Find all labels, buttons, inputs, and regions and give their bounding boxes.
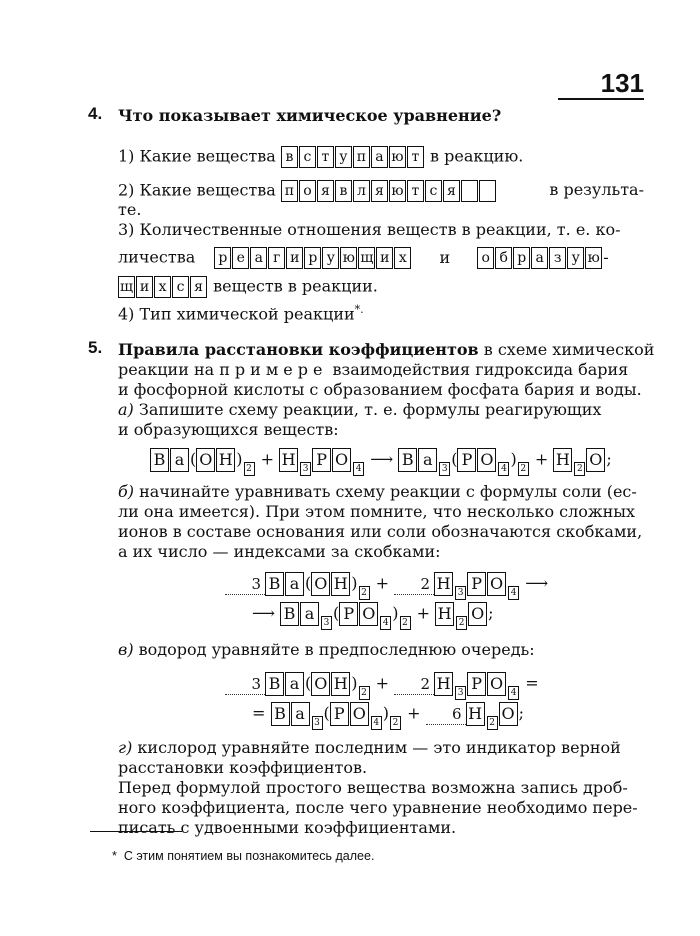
q5-note-line3: писать с удвоенными коэффициентами. [118, 818, 457, 837]
letter-box: с [425, 180, 442, 202]
letter-box: е [232, 247, 249, 269]
letter-box: б [495, 247, 512, 269]
answer-boxes-appear [281, 181, 497, 200]
letter-box: я [317, 180, 334, 202]
letter-box: я [371, 180, 388, 202]
letter-box: о [299, 180, 316, 202]
letter-box: и [286, 247, 303, 269]
letter-box: и [376, 247, 393, 269]
footnote: * С этим понятием вы познакомитесь далее. [112, 849, 375, 863]
q5-g-line2: расстановки коэффициентов. [118, 758, 368, 777]
question-4-number: 4. [88, 104, 103, 123]
q5-b-line2: ли она имеется). При этом помните, что несколько сложных [118, 502, 636, 521]
letter-box: я [443, 180, 460, 202]
letter-box: щ [118, 276, 135, 298]
letter-box: а [250, 247, 267, 269]
letter-box: у [322, 247, 339, 269]
q4-item-1: 1) Какие вещества в с т у п а ю т в реакцию. [118, 146, 523, 168]
letter-box: л [353, 180, 370, 202]
page-number: 131 [558, 68, 644, 100]
q4-item-3-line2: личества р е а г и р у ю щ и х и о б р а з у ю - [118, 247, 644, 269]
letter-box: т [407, 180, 424, 202]
letter-box: р [214, 247, 231, 269]
q5-a-line2: и образующихся веществ: [118, 420, 339, 439]
letter-box [461, 180, 478, 202]
letter-box: щ [358, 247, 375, 269]
q5-b-line3: ионов в составе основания или соли обозначаются скобками, [118, 522, 643, 541]
letter-box: г [268, 247, 285, 269]
letter-box: о [477, 247, 494, 269]
letter-box: у [567, 247, 584, 269]
q4-item-2: 2) Какие вещества п о я в л я ю т с я в результа- [118, 180, 644, 202]
q5-note-line1: Перед формулой простого вещества возможна запись дроб- [118, 778, 628, 797]
letter-box: ю [389, 180, 406, 202]
q5-line2: реакции на примере взаимодействия гидроксида бария [118, 360, 629, 379]
answer-boxes-react [281, 147, 425, 166]
q4-item-3-line1: 3) Количественные отношения веществ в реакции, т. е. ко- [118, 220, 621, 239]
equation-a: B a ( O H ) 2 + H 3 P O 4 ⟶ B a 3 ( P O 4 ) 2 + H 2 O ; [150, 448, 612, 476]
letter-box: п [353, 146, 370, 168]
letter-box: и [136, 276, 153, 298]
letter-box: ю [340, 247, 357, 269]
answer-boxes-forming [477, 248, 603, 267]
question-5-number: 5. [88, 338, 103, 357]
letter-box: х [154, 276, 171, 298]
q5-b-line1: б) начинайте уравнивать схему реакции с формулы соли (ес- [118, 482, 637, 501]
q5-line1: Правила расстановки коэффициентов в схеме химической [118, 340, 655, 359]
letter-box: в [335, 180, 352, 202]
letter-box: с [172, 276, 189, 298]
letter-box: т [407, 146, 424, 168]
letter-box: р [513, 247, 530, 269]
letter-box: я [190, 276, 207, 298]
letter-box: т [317, 146, 334, 168]
answer-boxes-forming-cont [118, 277, 208, 296]
letter-box: х [394, 247, 411, 269]
q5-line3: и фосфорной кислоты с образованием фосфата бария и воды. [118, 380, 642, 399]
letter-box [479, 180, 496, 202]
letter-box: а [531, 247, 548, 269]
q5-g-line1: г) кислород уравняйте последним — это индикатор верной [118, 738, 621, 757]
equation-b-line1: 3 B a ( O H ) 2 + 2 H 3 P O 4 ⟶ [225, 572, 548, 600]
question-4-title: Что показывает химическое уравнение? [118, 106, 502, 125]
letter-box: р [304, 247, 321, 269]
answer-boxes-reacting [214, 248, 412, 267]
q4-item-4: 4) Тип химической реакции*. [118, 303, 364, 324]
letter-box: ю [389, 146, 406, 168]
equation-b-line2: ⟶ B a 3 ( P O 4 ) 2 + H 2 O ; [252, 603, 494, 628]
letter-box: у [335, 146, 352, 168]
q4-item-2-cont: те. [118, 200, 142, 219]
letter-box: а [371, 146, 388, 168]
q5-b-line4: а их число — индексами за скобками: [118, 542, 441, 561]
q5-note-line2: ного коэффициента, после чего уравнение необходимо пере- [118, 798, 638, 817]
letter-box: ю [585, 247, 602, 269]
q5-v-line1: в) водород уравняйте в предпоследнюю очередь: [118, 640, 535, 659]
letter-box: с [299, 146, 316, 168]
equation-v-line2: = B a 3 ( P O 4 ) 2 + 6 H 2 O ; [252, 703, 524, 728]
footnote-divider [90, 831, 182, 832]
letter-box: в [281, 146, 298, 168]
equation-v-line1: 3 B a ( O H ) 2 + 2 H 3 P O 4 = [225, 672, 539, 700]
q5-a-line1: а) Запишите схему реакции, т. е. формулы реагирующих [118, 400, 602, 419]
letter-box: з [549, 247, 566, 269]
letter-box: п [281, 180, 298, 202]
q4-item-3-line3: щ и х с я веществ в реакции. [118, 276, 378, 298]
